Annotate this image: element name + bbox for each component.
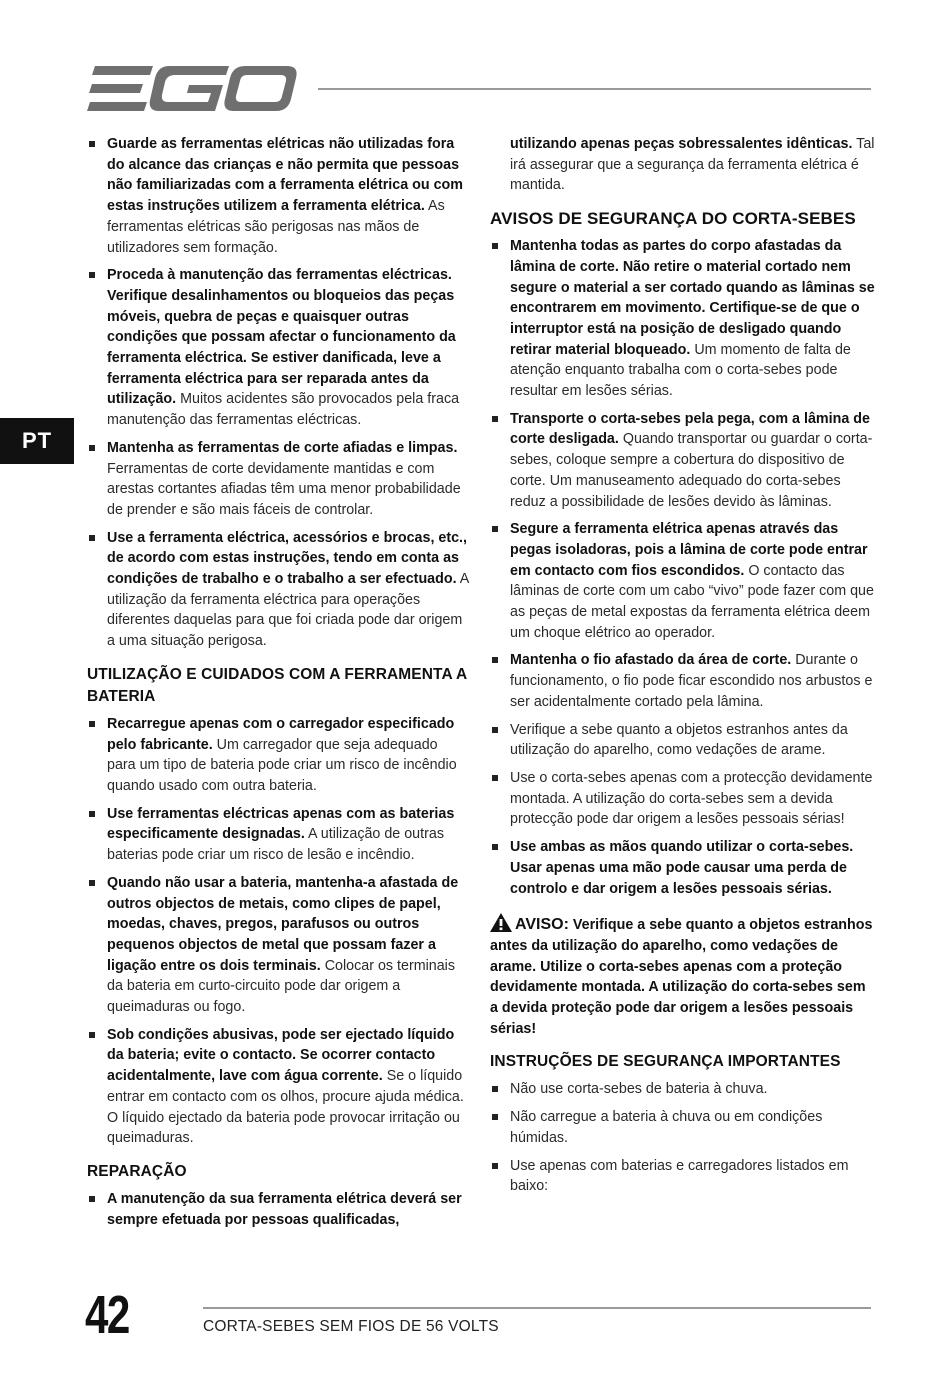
left-bullets-3 bbox=[87, 1189, 469, 1230]
list-item: Segure a ferramenta elétrica apenas através das pegas isoladoras, pois a lâmina de corte pode entrar em contacto com fios escondidos. O contacto das lâminas de corte com um cabo “vivo” pode fazer com que as peças de metal expostas da ferramenta elétrica deem um choque elétrico ao operador. bbox=[490, 519, 875, 643]
list-item: Sob condições abusivas, pode ser ejectado líquido da bateria; evite o contacto. Se ocorrer contacto acidentalmente, lave com água corrente. Se o líquido entrar em contacto com os olhos, procure ajuda médica. O líquido ejectado da bateria pode provocar irritação ou queimaduras. bbox=[87, 1025, 469, 1149]
language-tab: PT bbox=[0, 418, 74, 464]
continued-paragraph: utilizando apenas peças sobressalentes idênticas. Tal irá assegurar que a segurança da ferramenta elétrica é mantida. bbox=[510, 136, 875, 194]
ego-logo bbox=[87, 66, 297, 111]
footer-rule bbox=[203, 1307, 871, 1309]
section-heading-hedge-trimmer: AVISOS DE SEGURANÇA DO CORTA-SEBES bbox=[490, 209, 856, 229]
list-item: Não use corta-sebes de bateria à chuva. bbox=[490, 1079, 875, 1100]
right-bullets-2 bbox=[490, 1079, 875, 1197]
list-item: Mantenha as ferramentas de corte afiadas e limpas. Ferramentas de corte devidamente mantidas e com arestas cortantes afiadas têm uma menor probabilidade de prender e são mais fáceis de controlar. bbox=[87, 438, 469, 521]
list-item: Use apenas com baterias e carregadores listados em baixo: bbox=[490, 1156, 875, 1197]
footer-title: CORTA-SEBES SEM FIOS DE 56 VOLTS bbox=[203, 1318, 499, 1335]
list-item: Use o corta-sebes apenas com a protecção devidamente montada. A utilização do corta-sebes sem a devida protecção pode dar origem a lesões pessoais sérias! bbox=[490, 768, 875, 830]
list-item: Use ferramentas eléctricas apenas com as baterias especificamente designadas. A utilização de outras baterias pode criar um risco de lesão e incêndio. bbox=[87, 804, 469, 866]
header-rule bbox=[318, 88, 871, 90]
list-item: Verifique a sebe quanto a objetos estranhos antes da utilização do aparelho, como vedações de arame. bbox=[490, 720, 875, 761]
list-item: Use ambas as mãos quando utilizar o corta-sebes. Usar apenas uma mão pode causar uma perda de controlo e dar origem a lesões pessoais sérias. bbox=[490, 837, 875, 899]
warning-triangle-icon bbox=[490, 913, 512, 932]
list-item: Guarde as ferramentas elétricas não utilizadas fora do alcance das crianças e não permita que pessoas não familiarizadas com a ferramenta elétrica ou com estas instruções utilizem a ferramenta elétrica. As ferramentas elétricas são perigosas nas mãos de utilizadores sem formação. bbox=[87, 134, 469, 258]
list-item: Recarregue apenas com o carregador especificado pelo fabricante. Um carregador que seja adequado para um tipo de bateria pode criar um risco de incêndio quando usado com outra bateria. bbox=[87, 714, 469, 797]
list-item: Quando não usar a bateria, mantenha-a afastada de outros objectos de metais, como clipes de papel, moedas, chaves, pregos, parafusos ou outros pequenos objectos de metal que possam fazer a ligação entre os dois terminais. Colocar os terminais da bateria em curto-circuito pode dar origem a queimaduras ou fogo. bbox=[87, 873, 469, 1018]
section-heading-battery: UTILIZAÇÃO E CUIDADOS COM A FERRAMENTA A BATERIA bbox=[87, 665, 467, 705]
list-item: Use a ferramenta eléctrica, acessórios e brocas, etc., de acordo com estas instruções, tendo em conta as condições de trabalho e o trabalho a ser efectuado. A utilização da ferramenta eléctrica para operações diferentes daquelas para que foi criada pode dar origem a uma situação perigosa. bbox=[87, 528, 469, 652]
list-item: Mantenha todas as partes do corpo afastadas da lâmina de corte. Não retire o material cortado nem segure o material a ser cortado quando as lâminas se encontrarem em movimento. Certifique-se de que o interruptor está na posição de desligado quando retirar material bloqueado. Um momento de falta de atenção enquanto trabalha com o corta-sebes pode resultar em lesões sérias. bbox=[490, 236, 875, 402]
left-bullets-2 bbox=[87, 714, 469, 1149]
section-heading-important: INSTRUÇÕES DE SEGURANÇA IMPORTANTES bbox=[490, 1053, 841, 1071]
list-item: Transporte o corta-sebes pela pega, com a lâmina de corte desligada. Quando transportar ou guardar o corta-sebes, coloque sempre a cobertura do dispositivo de corte. Um manuseamento adequado do corta-sebes reduz a possibilidade de lesões devido às lâminas. bbox=[490, 409, 875, 513]
left-column bbox=[87, 134, 469, 1237]
right-bullets-1 bbox=[490, 236, 875, 899]
list-item: A manutenção da sua ferramenta elétrica deverá ser sempre efetuada por pessoas qualificadas, bbox=[87, 1189, 469, 1230]
warning-block bbox=[490, 913, 875, 1039]
page-number: 42 bbox=[85, 1285, 129, 1345]
warning-label: AVISO: bbox=[515, 916, 569, 934]
list-item: Mantenha o fio afastado da área de corte. Durante o funcionamento, o fio pode ficar escondido nos arbustos e ser acidentalmente cortado pela lâmina. bbox=[490, 650, 875, 712]
list-item: Proceda à manutenção das ferramentas eléctricas. Verifique desalinhamentos ou bloqueios das peças móveis, quebra de peças e quaisquer outras condições que possam afectar o funcionamento da ferramenta eléctrica. Se estiver danificada, leve a ferramenta eléctrica para ser reparada antes da utilização. Muitos acidentes são provocados pela fraca manutenção das ferramentas eléctricas. bbox=[87, 265, 469, 431]
right-column bbox=[490, 134, 875, 1204]
warning-text: Verifique a sebe quanto a objetos estranhos antes da utilização do aparelho, como vedações de arame. Utilize o corta-sebes apenas com a proteção devidamente montada. A utilização do corta-sebes sem a devida proteção pode dar origem a lesões pessoais sérias! bbox=[490, 917, 873, 1037]
left-bullets-1 bbox=[87, 134, 469, 652]
list-item: Não carregue a bateria à chuva ou em condições húmidas. bbox=[490, 1107, 875, 1148]
section-heading-repair: REPARAÇÃO bbox=[87, 1162, 187, 1180]
